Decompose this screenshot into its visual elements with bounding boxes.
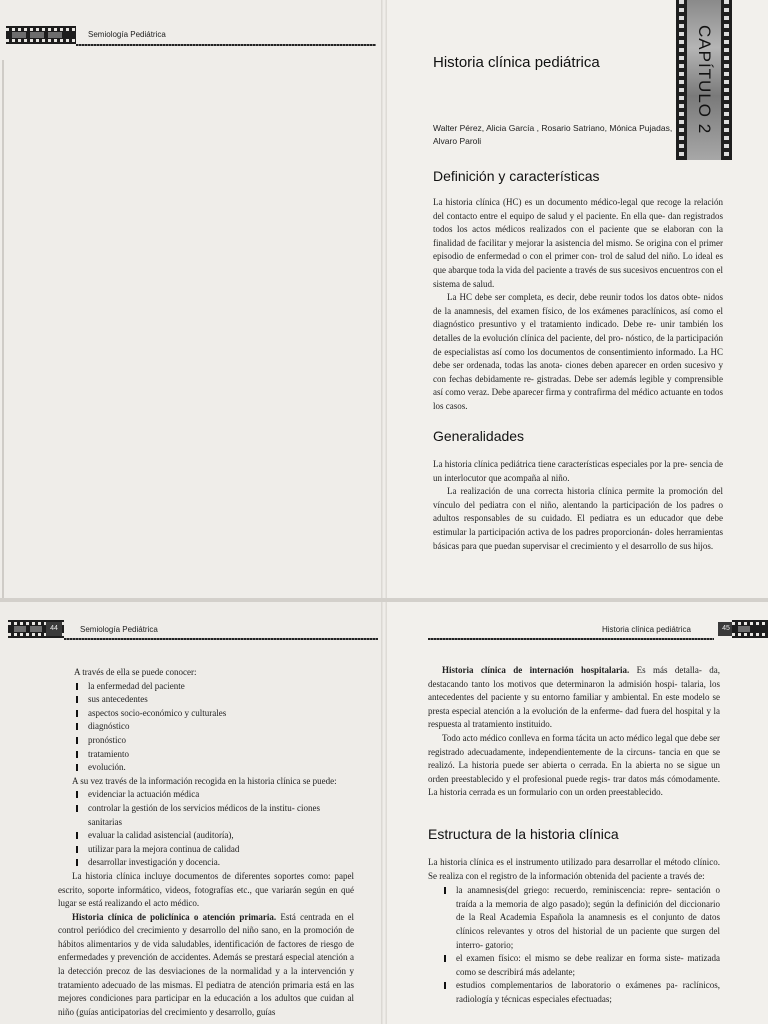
list-item: utilizar para la mejora continua de calidad [74, 843, 354, 857]
list-item: sus antecedentes [74, 693, 354, 707]
intro-text: A través de ella se puede conocer: [74, 667, 197, 677]
list-item: aspectos socio-económico y culturales [74, 707, 354, 721]
list-item: estudios complementarios de laboratorio o exámenes pa- raclínicos, radiología y técnicas especiales efectuadas; [442, 979, 720, 1006]
running-head: Semiología Pediátrica [88, 30, 166, 39]
running-head: Historia clínica pediátrica [602, 625, 691, 634]
paragraph: La historia clínica pediátrica tiene características especiales por la pre- sencia de un interlocutor que acompaña al niño. [433, 459, 723, 483]
paragraph: La historia clínica (HC) es un documento médico-legal que recoge la relación del contacto entre el equipo de salud y el paciente. En ella que- dan registrados todos los actos médicos realizados con el paciente que se elaboran con la finalidad de facilitar y mejorar la asistencia del mismo. Se origina con el primer episodio de enfermedad o con el primer con- trol de salud del niño. Lo ideal es que abarque toda la vida del paciente a través de sus sucesivos encuentros con el sistema de salud. [433, 197, 723, 289]
paragraph: La HC debe ser completa, es decir, debe reunir todos los datos obte- nidos de la anamnesis, del examen físico, de los exámenes paraclínicos, así como el diagnóstico presuntivo y el tratamiento indicado. Debe re- unir también los detalles de la evolución clínica del paciente, del pro- nóstico, de la participación de especialistas así como los documentos de consentimiento informado. La HC debe ser ordenada, todas las anota- ciones deben aparecer en orden sucesivo y con fechas debidamente re- gistradas. Debe ser además legible y comprensible así como veraz. Debe aparecer firma y contrafirma del médico actuante en todos los casos. [433, 292, 723, 411]
run-in-heading: Historia clínica de policlínica o atención primaria. [72, 911, 277, 922]
paragraph: La realización de una correcta historia clínica permite la promoción del vínculo del pediatra con el niño, alentando la participación de los padres o adultos responsables de su cuidado. El pediatra es un educador que debe estimular la participación activa de los padres proporcionán- doles herramientas básicas para que puedan supervisar el crecimiento y el desarrollo de sus hijos. [433, 486, 723, 551]
list-item: evidenciar la actuación médica [74, 788, 354, 802]
authors: Walter Pérez, Alicia García , Rosario Satriano, Mónica Pujadas, Alvaro Paroli [433, 123, 673, 146]
page-body [428, 664, 720, 800]
section-body-definicion [433, 196, 723, 414]
list-puede [58, 788, 354, 870]
spine-gutter [381, 0, 387, 1024]
section-heading-generalidades: Generalidades [433, 428, 525, 444]
chapter-title: Historia clínica pediátrica [433, 54, 600, 71]
list-item: desarrollar investigación y docencia. [74, 856, 354, 870]
page-number: 44 [46, 622, 62, 636]
list-item: tratamiento [74, 748, 354, 762]
page-top-right [384, 0, 768, 600]
page-top-left [0, 0, 384, 600]
header-rule [64, 638, 378, 640]
page-edge-line [2, 60, 4, 600]
list-estructura [428, 884, 720, 1006]
list-item: evaluar la calidad asistencial (auditoría), [74, 829, 354, 843]
page-bottom-left [0, 600, 384, 1024]
list-conocer [58, 680, 354, 775]
list-item: el examen físico: el mismo se debe realizar en forma siste- matizada como se describirá más adelante; [442, 952, 720, 979]
scan-divider [0, 598, 768, 602]
paragraph-policlinica: Historia clínica de policlínica o atención primaria. Está centrada en el control periódico del crecimiento y desarrollo del niño sano, en la promoción de hábitos alimentarios y de vida saludables, identificación de factores de riesgo de enfermedades y prevención de accidentes. Además se prestará especial atención a la detección precoz de las desviaciones de la normalidad y a la intervención y tratamiento adecuado de las mismas. El pediatra de atención primaria está en las mejores condiciones para participar en la educación a los adultos que cuidan al niño (guías anticipatorias del crecimiento y desarrollo, guías [58, 911, 355, 1017]
run-in-heading: Historia clínica de internación hospitalaria. [442, 665, 630, 675]
section-body-generalidades [433, 458, 723, 553]
list-item: pronóstico [74, 734, 354, 748]
header-rule [76, 44, 376, 46]
paragraph: La historia clínica incluye documentos de diferentes soportes como: papel escrito, soporte informático, videos, fotografías etc., que variarán según en qué lugar se está realizando el acto médico. [58, 870, 354, 909]
section-heading-estructura: Estructura de la historia clínica [428, 826, 619, 842]
list-item: evolución. [74, 761, 354, 775]
list-item: la anamnesis(del griego: recuerdo, reminiscencia: repre- sentación o traída a la memoria de algo pasado); según la definición del diccionario de la Real Academia Española la anamnesis es el conjunto de datos clínicos relevantes y otros del historial de un paciente que surgen del interro- gatorio; [442, 884, 720, 952]
page-bottom-right [384, 600, 768, 1024]
page-body [58, 666, 354, 1019]
list-item: controlar la gestión de los servicios médicos de la institu- ciones sanitarias [74, 802, 354, 829]
paragraph-internacion: Historia clínica de internación hospitalaria. Es más detalla- da, destacando tanto los motivos que determinaron la admisión hospi- talaria, los antecedentes del paciente y su entorno familiar y ambiental. En este modelo se presta especial atención a la evolución de la enferme- dad fuera del hospital y la respuesta al tratamiento instituido. [428, 665, 720, 730]
section-body-estructura [428, 856, 720, 1007]
list-item: diagnóstico [74, 720, 354, 734]
filmstrip-decoration [732, 620, 768, 638]
header-rule [428, 638, 714, 640]
list-item: la enfermedad del paciente [74, 680, 354, 694]
paragraph: La historia clínica es el instrumento utilizado para desarrollar el método clínico. Se realiza con el registro de la información obtenida del paciente a través de: [428, 857, 720, 881]
intro-text-2: A su vez través de la información recogida en la historia clínica se puede: [72, 775, 337, 786]
chapter-label: CAPÍTULO 2 [695, 25, 714, 135]
section-heading-definicion: Definición y características [433, 168, 600, 184]
running-head: Semiología Pediátrica [80, 625, 158, 634]
paragraph: Todo acto médico conlleva en forma tácita un acto médico legal que debe ser registrado adecuadamente, independientemente de la circuns- tancia en que se realizó. La historia puede ser abierta o cerrada. En la abierta no se sigue un orden preestablecido y el profesional puede regis- trar datos más cómodamente. La historia cerrada es un formulario con un orden preestablecido. [428, 732, 720, 798]
page-number: 45 [718, 622, 734, 636]
filmstrip-decoration [6, 26, 76, 44]
